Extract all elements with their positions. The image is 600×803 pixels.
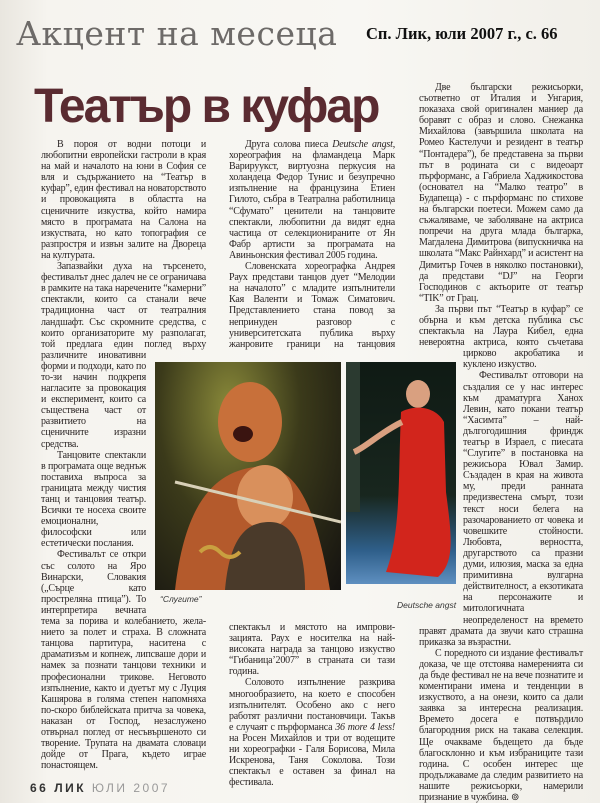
paragraph: В пороя от водни потоци и любопитни европейски гастроли в края на май и началото на юни в София се вля и съдържанието на “Театър в куфар”, един фестивал на новаторството и провокацията в областта на сценичните изкуства, който намира място в програмата на Салона на изкуствата, но като топография се разпростря и извън залите на Двореца на културата. [41, 139, 206, 261]
paragraph [229, 677, 395, 788]
work-title: 36 more 4 less! [335, 721, 396, 733]
photo-deutsche-angst [346, 362, 456, 584]
performers-image [155, 362, 341, 590]
issue-date: ЮЛИ 2007 [91, 781, 171, 795]
magazine-name: ЛИК [54, 781, 87, 795]
text: на Росен Михайлов и три от водещите ни хореографки - Галя Борисова, Мила Искренова, Таня Соколова. Този спектакъл е оставен за финал на фестивала. [229, 732, 395, 789]
paragraph: Фестивалът отговори на създалия се у нас интерес към драматурга Ханох Левин, като покани театър “Хасимта” – най-дългогодишния фриндж театър в Израел, с пиесата “Слугите” в постановка на режисьора Ювал Замир. Създаден в края на живота му, преди ранната предизвестена смърт, този текст носи белега на разочарованието от човека и човешките стойности. Любовта, верността, другарството са празни думи, илюзия, маска за една примитивна вулгарна действителност, а екзотиката на персонажите и митологичната неопределеност на времето правят драмата да звучи като страшна приказка за възрастни. [419, 370, 583, 648]
article-title: Театър в куфар [34, 80, 379, 133]
page-number: 66 [30, 781, 49, 795]
text: , хореография на фламандеца Марк Варируукст, виртуозна перкусия на холандеца Федор Тунис и безупречно изпълнение на французина Етиен Гилото, събра в Театрална работилница “Сфумато” ценители на танцовите спектакли, любопитни да видят една частица от селекционираните от Ян Фабр артисти за програмата на Авиньонския фестивал 2005 година. [229, 139, 395, 261]
page-footer [30, 782, 170, 795]
photo-caption: “Слугите” [160, 594, 202, 604]
paragraph: Танцовите спектакли в програмата още веднъж поставиха въпроса за границата между чистия танц и танцовия театър. Всички те носеха своите емоционални, философски или естетически послания. [41, 449, 146, 550]
paragraph [229, 139, 395, 261]
text: С поредното си издание фестивалът доказа, че ще отстоява намеренията си да бъде фестивал не на вече познатите и коментирани имена и тенденции в изкуството, а на онези, които са дали заявка за интересна реализация. Времето досега е потвърдило благородния риск на такава селекция. Ще очакваме бъдещето да бъде благосклонно и към избраниците тази година. С особен интерес ще продължаваме да следим развитието на нашите режисьорки, намерили признание в чужбина. [419, 647, 583, 803]
paragraph: За първи път “Театър в куфар” се обърна и към детска публика със спектакъла на Лаура Кибел, една невероятна актриса, която съчетава цирково акробатика и куклено изкуство. [419, 303, 583, 371]
text: Друга солова пиеса [245, 139, 333, 150]
work-title: Deutsche angst [332, 139, 393, 150]
photo-caption: Deutsche angst [397, 600, 457, 610]
photo-slugite [155, 362, 341, 590]
text: Соловото изпълнение разкрива многообразието, на което е способен изпълнителят. Особено ако с него работят различни постановчици. Такъв е случаят с пърформанса [229, 677, 395, 733]
text: нието за полет и страха. В сложната танцова партитура, наситена с драматизъм и копнеж, липсваше дори и намек за познати танцови техники и професионални трикове. Неговото изпълнение, както и дуетът му с Луция Кашярова в голяма степен напомняха по-скоро библейската притча за човека, наказан от Господ, незаслужено отвърнал поглед от несъвършеното си творение. Трупата на двамата словаци дойде от Прага, където играе понастоящем. [41, 627, 206, 772]
text: зи начин подкрепя нагласите за провокация и експеримент, които са съществена част от развитието на сценичните изразни средства. [41, 371, 146, 450]
paragraph: Две български режисьорки, съответно от Италия и Унгария, показаха свой оригинален маниер да боравят с образ и слово. Снежанка Михайлова (завършила школата на Ромео Кастелучи и резидент в театър “Понтадера”), бе представена за първи път в родината си с видеоарт пърформанс, а Габриела Хаджикостова (основател на “Малко театро” в Будапеща) - с пърформанс по стихове на български поетеси. Можем само да съжаляваме, че заболяване на актриса попречи на друга млада българка, Магдалена Димитрова (випускничка на школата “Макс Райнхард” и асистент на Димитър Гочев в няколко постановки), да представи “DJ” на Георги Господинов с актьорите от театър “TIK” от Грац. [419, 82, 583, 304]
source-citation: Сп. Лик, юли 2007 г., с. 66 [366, 24, 558, 43]
text: зацията. Раух е носителка на най-високата награда за танцово изкуство “Гибаница’2007” в страната си тази година. [229, 633, 395, 678]
text: Фестивалът се откри със солото на Яро Винарски, Словакия („Сърце като простреляна птица”). То интерпретира вечната тема за порива и колебанието, жела- [41, 549, 206, 628]
section-rubric: Акцент на месеца [16, 14, 338, 53]
text: Запазвайки духа на търсенето, фестивалът днес далеч не се ограничава в рамките на така наречените “камерни” спектакли, които са станали вече традиционна част от театралния ландшафт. Със скромните средства, с които организаторите му разполагат, той предлага един поглед върху различните иновативни форми и подходи, като по то- [41, 261, 206, 383]
end-mark-icon: ⊚ [511, 792, 520, 803]
dancer-image [346, 362, 456, 584]
text: Словенската хореографка Андрея Раух представи танцов дует “Мелодии на началото” с младите изпълнители Кая Валенти и Томаж Симатович. Представлението стана повод за непринуден разговор с университетската публика върху жанровите граници на танцовия спектакъл и мястото на импрови- [229, 261, 395, 633]
paragraph [419, 648, 583, 803]
